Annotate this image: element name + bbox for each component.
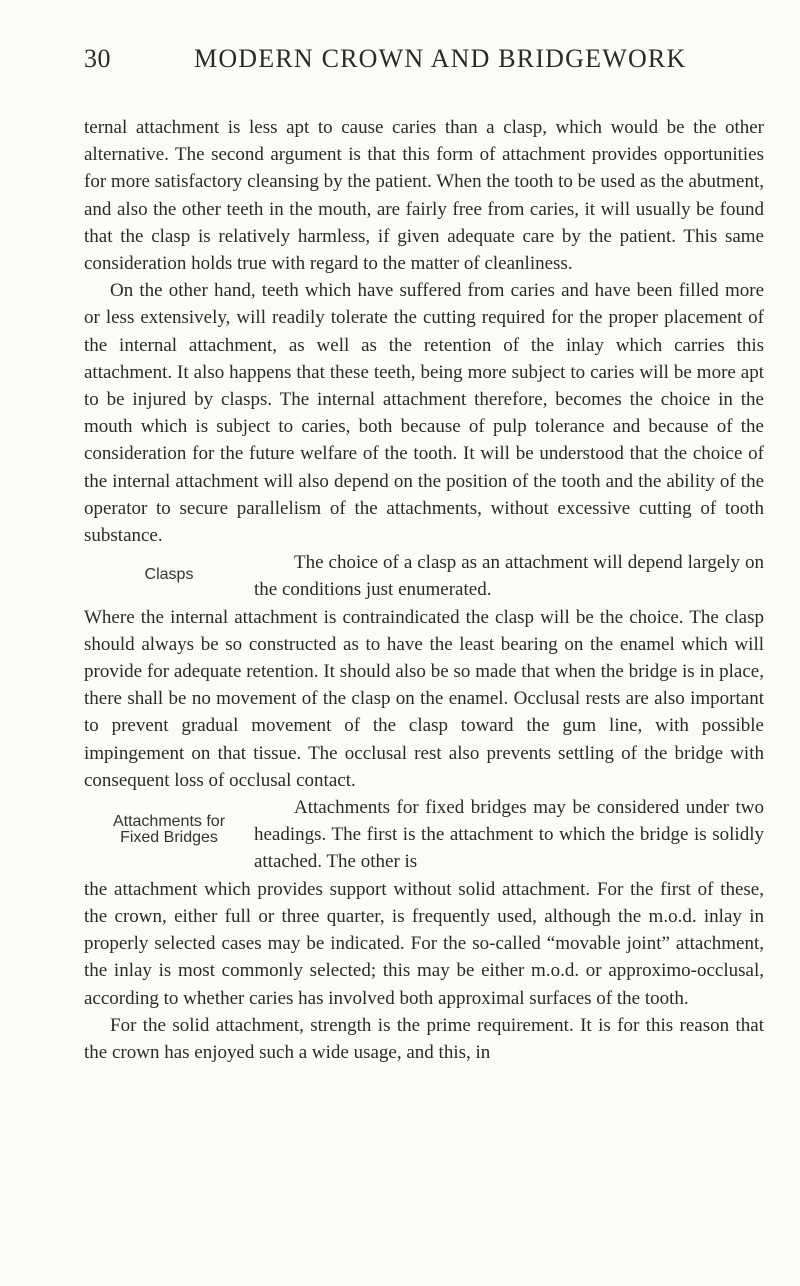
page-number: 30 [84,44,111,73]
side-heading-fixed-bridges [84,794,254,846]
paragraph-continuation: ternal attachment is less apt to cause caries than a clasp, which would be the other alternative. The second argument is that this form of attachment provides opportunities for more satisfactory cleansing by the patient. When the tooth to be used as the abutment, and also the other teeth in the mouth, are fairly free from caries, it will usually be found that the clasp is relatively harmless, if given adequate care by the patient. This same consideration holds true with regard to the matter of cleanliness. [84,117,764,275]
paragraph-solid-attachment: For the solid attachment, strength is the prime requirement. It is for this reason that the crown has enjoyed such a wide usage, and this, in [84,1014,764,1063]
fixed-bridges-section [84,794,764,876]
body-text [84,114,764,1066]
paragraph-internal-attachment: On the other hand, teeth which have suffered from caries and have been filled more or less extensively, will readily tolerate the cutting required for the proper placement of the internal attachment, as well as the retention of the inlay which carries this attachment. It also happens that these teeth, being more subject to caries will be more apt to be injured by clasps. The internal attachment therefore, becomes the choice in the mouth which is subject to caries, both because of pulp tolerance and because of the consideration for the future welfare of the tooth. It will be understood that the choice of the internal attachment will also depend on the position of the tooth and the ability of the operator to secure parallelism of the attachments, without excessive cutting of tooth substance. [84,280,764,547]
clasps-section [84,549,764,603]
clasps-intro: The choice of a clasp as an attachment will depend largely on the conditions just enumerated. [254,552,764,601]
paragraph-fixed-bridges: the attachment which provides support without solid attachment. For the first of these, the crown, either full or three quarter, is frequently used, although the m.o.d. inlay in properly selected cases may be indicated. For the so-called “movable joint” attachment, the inlay is most commonly selected; this may be either m.o.d. or approximo-occlusal, according to whether caries has involved both approximal surfaces of the tooth. [84,878,764,1009]
fixed-bridges-intro: Attachments for fixed bridges may be considered under two headings. The first is the attachment to which the bridge is solidly attached. The other is [254,797,764,873]
paragraph-clasps: Where the internal attachment is contraindicated the clasp will be the choice. The clasp should always be so constructed as to have the least bearing on the enamel which will provide for adequate retention. It should also be so made that when the bridge is in place, there shall be no movement of the clasp on the enamel. Occlusal rests are also important to prevent gradual movement of the clasp toward the gum line, with possible impingement on that tissue. The occlusal rest also prevents settling of the bridge with consequent loss of occlusal contact. [84,606,764,791]
side-heading-clasps: Clasps [144,566,194,584]
side-heading-line-1: Attachments for [112,813,226,831]
side-heading-line-2: Fixed Bridges [120,829,218,847]
running-head: MODERN CROWN AND BRIDGEWORK [194,44,687,73]
page-header [84,44,784,84]
